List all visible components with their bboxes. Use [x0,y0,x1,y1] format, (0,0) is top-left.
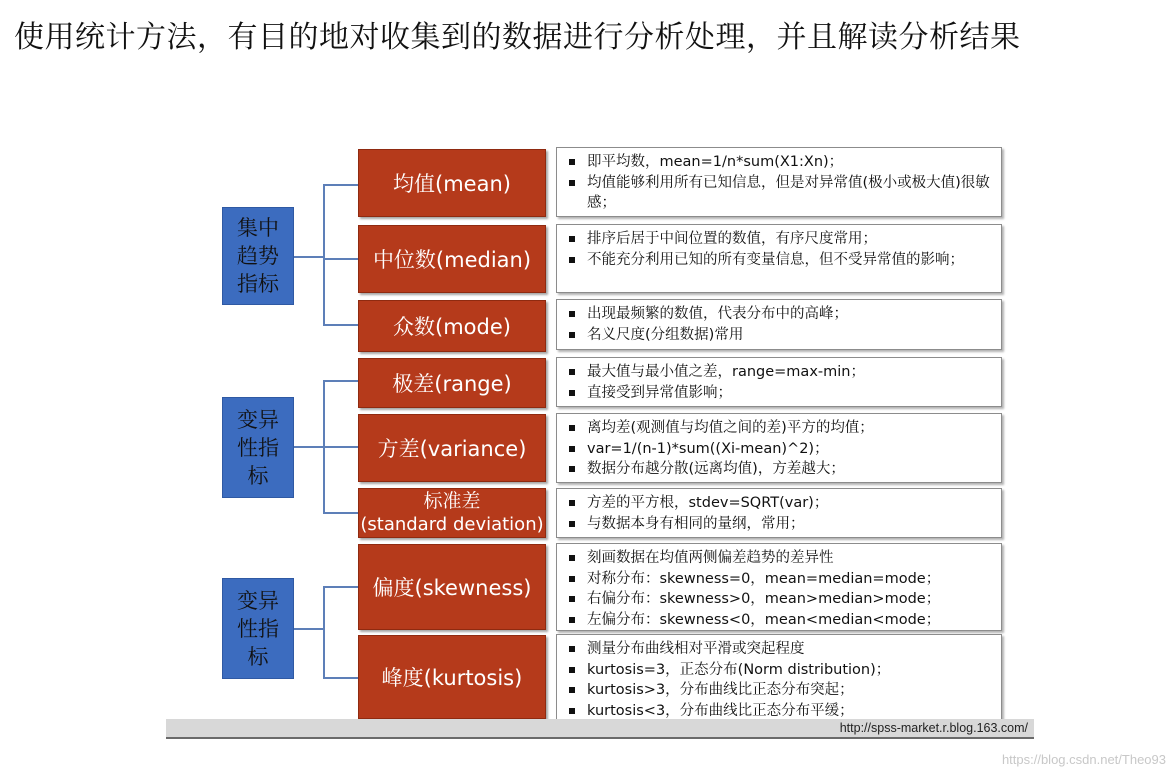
connector-line [323,184,325,325]
bullet-item: 左偏分布：skewness<0，mean<median<mode； [567,610,993,631]
bullet-item: 对称分布：skewness=0，mean=median=mode； [567,569,993,590]
stat-name: 标准差 [423,490,481,512]
connector-line [323,586,325,678]
desc-kurtosis [556,634,1002,720]
page-title: 使用统计方法，有目的地对收集到的数据进行分析处理，并且解读分析结果 [14,20,1021,55]
bullet-item: 出现最频繁的数值，代表分布中的高峰； [567,304,993,325]
desc-mean [556,147,1002,217]
bullet-item: var=1/(n-1)*sum((Xi-mean)^2)； [567,439,993,460]
bullet-item: kurtosis=3，正态分布(Norm distribution)； [567,660,993,681]
category-variability-shape: 变异性指标 [222,578,294,679]
category-variability: 变异性指标 [222,397,294,498]
bullet-item: 名义尺度(分组数据)常用 [567,325,993,346]
bullet-item: 方差的平方根，stdev=SQRT(var)； [567,493,993,514]
watermark: https://blog.csdn.net/Theo93 [1001,752,1166,767]
stat-median: 中位数(median) [358,225,546,293]
stat-name-sub: (standard deviation) [360,514,544,535]
category-central-tendency: 集中趋势指标 [222,207,294,305]
connector-line [323,586,358,588]
desc-variance [556,413,1002,483]
stat-variance: 方差(variance) [358,414,546,482]
stat-mode: 众数(mode) [358,300,546,352]
bullet-item: 数据分布越分散(远离均值)，方差越大； [567,459,993,480]
connector-line [294,256,324,258]
connector-line [323,512,358,514]
stat-range: 极差(range) [358,358,546,408]
connector-line [323,324,358,326]
footer-url: http://spss-market.r.blog.163.com/ [839,721,1028,735]
desc-standard-deviation [556,488,1002,538]
connector-line [323,446,358,448]
bullet-item: 刻画数据在均值两侧偏差趋势的差异性 [567,548,993,569]
bullet-item: 离均差(观测值与均值之间的差)平方的均值； [567,418,993,439]
footer-bar [166,719,1034,739]
desc-skewness [556,543,1002,631]
bullet-item: 均值能够利用所有已知信息，但是对异常值(极小或极大值)很敏感； [567,173,993,214]
connector-line [294,446,324,448]
stat-mean: 均值(mean) [358,149,546,217]
stat-skewness: 偏度(skewness) [358,544,546,630]
bullet-item: 右偏分布：skewness>0，mean>median>mode； [567,589,993,610]
bullet-item: 测量分布曲线相对平滑或突起程度 [567,639,993,660]
bullet-item: 不能充分利用已知的所有变量信息，但不受异常值的影响； [567,250,993,271]
connector-line [294,628,324,630]
bullet-item: 与数据本身有相同的量纲，常用； [567,514,993,535]
stat-kurtosis: 峰度(kurtosis) [358,635,546,719]
connector-line [323,184,358,186]
desc-mode [556,299,1002,350]
bullet-item: 最大值与最小值之差，range=max-min； [567,362,993,383]
bullet-item: 排序后居于中间位置的数值，有序尺度常用； [567,229,993,250]
desc-median [556,224,1002,293]
connector-line [323,258,358,260]
bullet-item: kurtosis>3，分布曲线比正态分布突起； [567,680,993,701]
bullet-item: kurtosis<3，分布曲线比正态分布平缓； [567,701,993,722]
bullet-item: 直接受到异常值影响； [567,383,993,404]
bullet-item: 即平均数，mean=1/n*sum(X1:Xn)； [567,152,993,173]
desc-range [556,357,1002,407]
connector-line [323,677,358,679]
connector-line [323,380,358,382]
stat-standard-deviation [358,488,546,538]
